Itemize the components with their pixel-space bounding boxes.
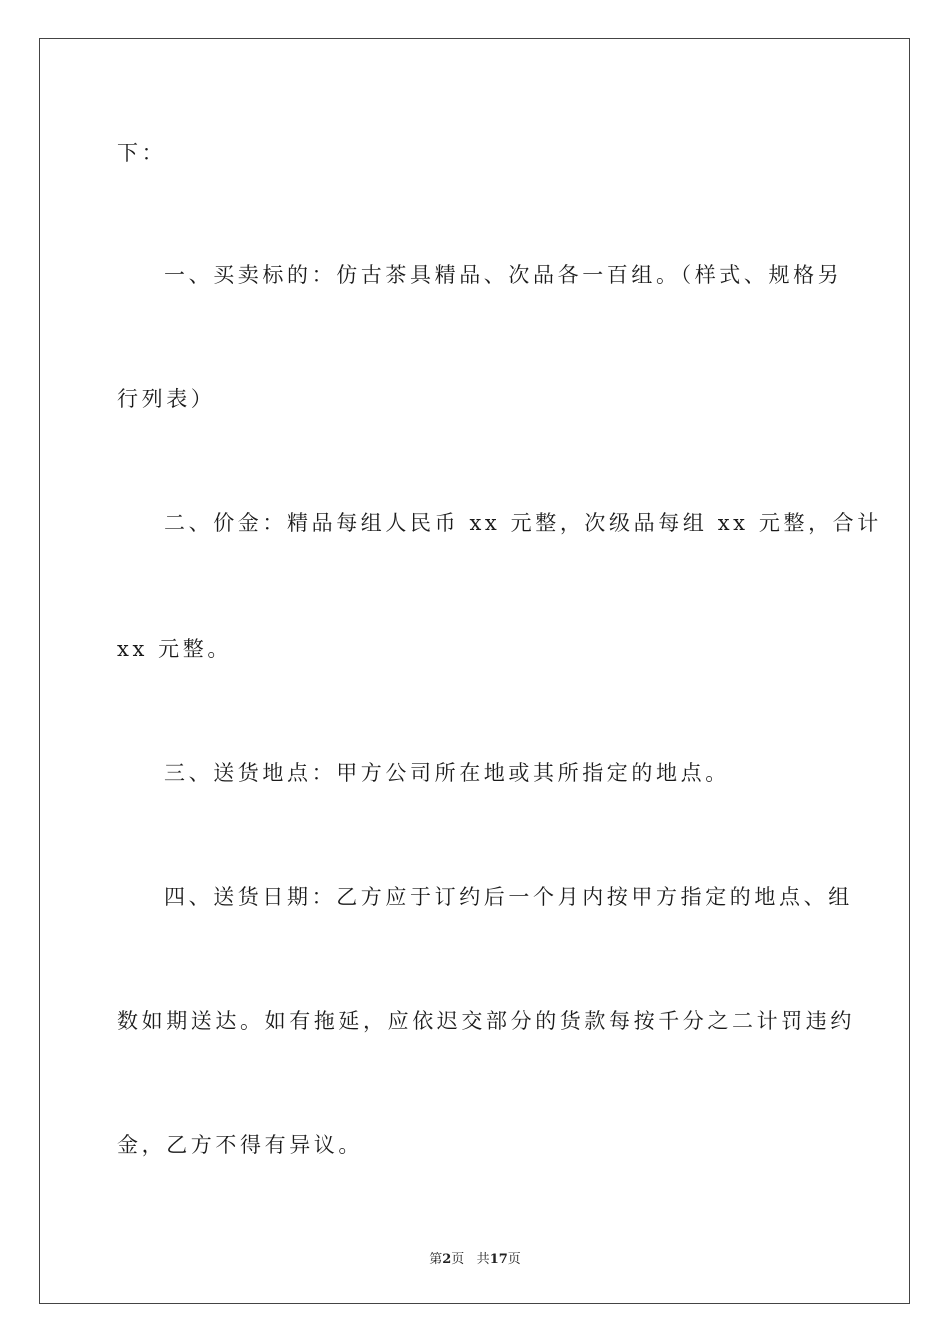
text-line-7: 四、送货日期：乙方应于订约后一个月内按甲方指定的地点、组 — [164, 885, 853, 909]
current-page-number: 2 — [442, 1252, 452, 1267]
text-line-4: 二、价金：精品每组人民币 xx 元整，次级品每组 xx 元整，合计 — [164, 511, 882, 535]
text-line-1: 下： — [117, 141, 167, 165]
text-line-2: 一、买卖标的：仿古茶具精品、次品各一百组。（样式、规格另 — [164, 263, 843, 287]
page-border — [39, 38, 910, 1304]
text-line-8: 数如期送达。如有拖延，应依迟交部分的货款每按千分之二计罚违约 — [117, 1009, 855, 1033]
text-line-3: 行列表） — [117, 387, 216, 411]
text-line-9: 金，乙方不得有异议。 — [117, 1133, 363, 1157]
page-footer: 第2页 共17页 — [429, 1252, 521, 1267]
text-line-6: 三、送货地点：甲方公司所在地或其所指定的地点。 — [164, 761, 730, 785]
total-page-count: 17 — [489, 1252, 508, 1267]
text-line-5: xx 元整。 — [117, 637, 232, 661]
